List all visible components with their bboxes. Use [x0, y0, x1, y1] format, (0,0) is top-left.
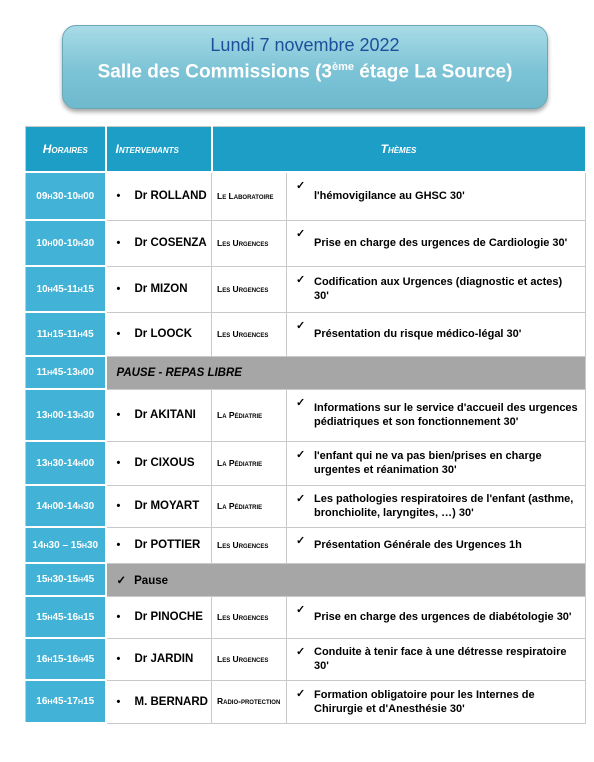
bullet-icon: • — [116, 190, 121, 203]
title-banner — [62, 25, 548, 109]
check-icon: ✓ — [296, 180, 306, 192]
session-theme — [287, 485, 586, 527]
session-theme — [287, 680, 586, 723]
session-time: 16h15-16h45 — [26, 638, 106, 680]
event-room: Salle des Commissions (3ème étage La Source) — [97, 61, 513, 83]
speaker-name: Dr LOOCK — [134, 328, 192, 340]
session-speaker — [106, 389, 212, 441]
pause-label: PAUSE - REPAS LIBRE — [116, 366, 242, 379]
theme-text: Conduite à tenir face à une détresse respiratoire 30' — [314, 646, 567, 672]
session-theme — [287, 312, 586, 356]
session-service: Les Urgences — [212, 312, 287, 356]
check-icon: ✓ — [296, 645, 306, 658]
session-speaker — [106, 527, 212, 563]
schedule-header-row — [26, 127, 586, 173]
check-icon: ✓ — [296, 492, 306, 505]
session-theme — [287, 527, 586, 563]
theme-text: Prise en charge des urgences de Cardiologie 30' — [314, 237, 568, 249]
session-time: 09h30-10h00 — [26, 172, 106, 220]
bullet-icon: • — [116, 237, 121, 249]
pause-label: Pause — [134, 574, 169, 587]
session-row — [26, 485, 586, 527]
session-theme — [287, 638, 586, 680]
header-label-themes: Thèmes — [380, 142, 417, 156]
check-icon: ✓ — [296, 273, 306, 286]
theme-text: Codification aux Urgences (diagnostic et actes) 30' — [314, 276, 563, 302]
session-theme — [287, 172, 586, 220]
session-speaker — [106, 485, 212, 527]
theme-text: Informations sur le service d'accueil des urgences pédiatriques et son fonctionnement 30' — [314, 402, 578, 428]
speaker-name: Dr PINOCHE — [134, 611, 203, 623]
session-time: 14h30 – 15h30 — [26, 527, 106, 563]
session-service: Radio-protection — [212, 680, 287, 723]
bullet-icon: • — [116, 283, 121, 295]
bullet-icon: • — [116, 409, 121, 421]
session-time: 15h45-16h15 — [26, 596, 106, 638]
speaker-name: Dr AKITANI — [134, 409, 196, 421]
session-theme — [287, 441, 586, 485]
session-speaker — [106, 172, 212, 220]
check-icon: ✓ — [296, 448, 306, 461]
speaker-name: Dr JARDIN — [134, 653, 194, 665]
session-service: Les Urgences — [212, 527, 287, 563]
bullet-icon: • — [116, 611, 121, 623]
session-theme — [287, 266, 586, 312]
bullet-icon: • — [116, 653, 121, 665]
check-icon: ✓ — [296, 687, 306, 700]
pause-row — [26, 563, 586, 596]
session-time: 13h30-14h00 — [26, 441, 106, 485]
schedule-table — [25, 126, 587, 724]
pause-cell — [106, 356, 586, 389]
session-service: Le Laboratoire — [212, 172, 287, 220]
session-row — [26, 172, 586, 220]
session-time: 11h15-11h45 — [26, 312, 106, 356]
bullet-icon: • — [116, 328, 121, 340]
bullet-icon: • — [116, 457, 121, 469]
speaker-name: M. BERNARD — [134, 695, 208, 708]
speaker-name: Dr MOYART — [134, 500, 200, 512]
session-row — [26, 266, 586, 312]
check-icon: ✓ — [116, 574, 127, 587]
session-theme — [287, 596, 586, 638]
session-service: Les Urgences — [212, 266, 287, 312]
session-service: Les Urgences — [212, 638, 287, 680]
theme-text: Présentation du risque médico-légal 30' — [314, 328, 522, 340]
bullet-icon: • — [116, 695, 121, 708]
theme-text: l'hémovigilance au GHSC 30' — [314, 190, 465, 203]
session-row — [26, 527, 586, 563]
session-theme — [287, 220, 586, 266]
check-icon: ✓ — [296, 319, 306, 332]
session-row — [26, 441, 586, 485]
session-time: 11h45-13h00 — [26, 356, 106, 389]
header-label-horaires: Horaires — [42, 142, 88, 156]
session-row — [26, 312, 586, 356]
session-speaker — [106, 638, 212, 680]
theme-text: Présentation Générale des Urgences 1h — [314, 539, 522, 551]
speaker-name: Dr MIZON — [134, 283, 188, 295]
session-service: La Pédiatrie — [212, 441, 287, 485]
header-intervenants — [106, 127, 212, 173]
session-service: La Pédiatrie — [212, 485, 287, 527]
session-time: 15h30-15h45 — [26, 563, 106, 596]
session-time: 10h45-11h15 — [26, 266, 106, 312]
session-row — [26, 680, 586, 723]
session-service: La Pédiatrie — [212, 389, 287, 441]
session-service: Les Urgences — [212, 220, 287, 266]
session-time: 16h45-17h15 — [26, 680, 106, 723]
session-row — [26, 389, 586, 441]
speaker-name: Dr COSENZA — [134, 237, 207, 249]
bullet-icon: • — [116, 539, 121, 551]
session-row — [26, 220, 586, 266]
check-icon: ✓ — [296, 227, 306, 240]
session-speaker — [106, 596, 212, 638]
session-time: 10h00-10h30 — [26, 220, 106, 266]
speaker-name: Dr CIXOUS — [134, 457, 195, 469]
header-label-intervenants: Intervenants — [115, 142, 179, 156]
theme-text: l'enfant qui ne va pas bien/prises en charge urgentes et réanimation 30' — [314, 450, 542, 476]
session-row — [26, 638, 586, 680]
speaker-name: Dr ROLLAND — [134, 190, 207, 203]
check-icon: ✓ — [296, 603, 306, 616]
session-time: 13h00-13h30 — [26, 389, 106, 441]
theme-text: Les pathologies respiratoires de l'enfant (asthme, bronchiolite, laryngites, …) 30' — [314, 493, 574, 519]
session-theme — [287, 389, 586, 441]
pause-cell — [106, 563, 586, 596]
session-service: Les Urgences — [212, 596, 287, 638]
pause-row — [26, 356, 586, 389]
session-speaker — [106, 680, 212, 723]
speaker-name: Dr POTTIER — [134, 539, 201, 551]
check-icon: ✓ — [296, 534, 306, 547]
theme-text: Prise en charge des urgences de diabétologie 30' — [314, 611, 572, 623]
session-speaker — [106, 220, 212, 266]
session-time: 14h00-14h30 — [26, 485, 106, 527]
header-themes — [212, 127, 586, 173]
event-date: Lundi 7 novembre 2022 — [210, 35, 400, 55]
check-icon: ✓ — [296, 396, 306, 409]
session-row — [26, 596, 586, 638]
header-horaires — [26, 127, 106, 173]
bullet-icon: • — [116, 500, 121, 512]
session-speaker — [106, 266, 212, 312]
session-speaker — [106, 441, 212, 485]
theme-text: Formation obligatoire pour les Internes de Chirurgie et d'Anesthésie 30' — [314, 688, 535, 715]
session-speaker — [106, 312, 212, 356]
